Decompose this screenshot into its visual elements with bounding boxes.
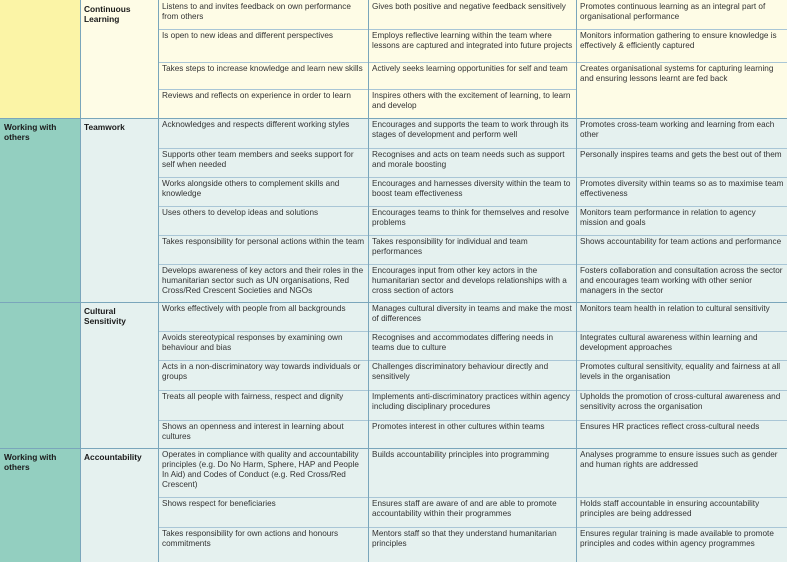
competency-cell: Continuous Learning <box>80 0 158 118</box>
row-divider <box>577 497 787 498</box>
table-cell: Takes steps to increase knowledge and learn new skills <box>158 62 368 89</box>
row-divider <box>159 331 368 332</box>
section-divider <box>0 448 787 449</box>
column-divider <box>368 0 369 562</box>
row-divider <box>577 420 787 421</box>
table-cell: Personally inspires teams and gets the best out of them <box>576 148 787 177</box>
table-cell: Is open to new ideas and different perspectives <box>158 29 368 62</box>
table-cell: Works alongside others to complement skills and knowledge <box>158 177 368 206</box>
table-cell: Shows respect for beneficiaries <box>158 497 368 527</box>
row-divider <box>159 527 368 528</box>
table-cell: Creates organisational systems for capturing learning and ensuring lessons learnt are fed back <box>576 62 787 89</box>
row-divider <box>159 497 368 498</box>
table-cell: Listens to and invites feedback on own performance from others <box>158 0 368 29</box>
row-divider <box>577 206 787 207</box>
table-cell: Encourages input from other key actors in the humanitarian sector and develops relationships with a cross section of actors <box>368 264 576 302</box>
table-cell: Monitors team health in relation to cultural sensitivity <box>576 302 787 331</box>
row-divider <box>369 420 576 421</box>
row-divider <box>577 390 787 391</box>
table-cell: Gives both positive and negative feedback sensitively <box>368 0 576 29</box>
table-cell: Treats all people with fairness, respect and dignity <box>158 390 368 420</box>
table-cell: Shows an openness and interest in learning about cultures <box>158 420 368 448</box>
table-cell: Manages cultural diversity in teams and make the most of differences <box>368 302 576 331</box>
table-cell: Encourages and harnesses diversity within the team to boost team effectiveness <box>368 177 576 206</box>
row-divider <box>369 360 576 361</box>
table-cell: Upholds the promotion of cross-cultural awareness and sensitivity across the organisation <box>576 390 787 420</box>
row-divider <box>369 206 576 207</box>
competency-cell: Teamwork <box>80 118 158 302</box>
row-divider <box>159 235 368 236</box>
table-cell: Challenges discriminatory behaviour directly and sensitively <box>368 360 576 390</box>
row-divider <box>369 527 576 528</box>
category-cell <box>0 302 80 448</box>
table-cell: Encourages and supports the team to work through its stages of development and perform well <box>368 118 576 148</box>
table-cell: Promotes diversity within teams so as to maximise team effectiveness <box>576 177 787 206</box>
row-divider <box>369 390 576 391</box>
table-cell: Takes responsibility for personal actions within the team <box>158 235 368 264</box>
table-cell: Works effectively with people from all backgrounds <box>158 302 368 331</box>
table-cell: Reviews and reflects on experience in order to learn <box>158 89 368 118</box>
table-cell: Builds accountability principles into programming <box>368 448 576 497</box>
table-cell: Encourages teams to think for themselves and resolve problems <box>368 206 576 235</box>
table-cell <box>576 89 787 118</box>
row-divider <box>159 148 368 149</box>
column-divider <box>158 0 159 562</box>
row-divider <box>159 420 368 421</box>
table-cell: Ensures staff are aware of and are able to promote accountability within their programmes <box>368 497 576 527</box>
row-divider <box>369 29 576 30</box>
section-divider <box>0 302 787 303</box>
category-cell: Working with others <box>0 448 80 562</box>
column-divider <box>80 0 81 562</box>
table-cell: Recognises and acts on team needs such as support and morale boosting <box>368 148 576 177</box>
row-divider <box>369 148 576 149</box>
table-cell: Avoids stereotypical responses by examining own behaviour and bias <box>158 331 368 360</box>
table-cell: Recognises and accommodates differing needs in teams due to culture <box>368 331 576 360</box>
row-divider <box>369 177 576 178</box>
row-divider <box>577 527 787 528</box>
row-divider <box>159 177 368 178</box>
table-cell: Shows accountability for team actions and performance <box>576 235 787 264</box>
row-divider <box>577 264 787 265</box>
table-cell: Analyses programme to ensure issues such as gender and human rights are addressed <box>576 448 787 497</box>
column-divider <box>576 0 577 562</box>
row-divider <box>159 360 368 361</box>
row-divider <box>369 331 576 332</box>
table-cell: Develops awareness of key actors and their roles in the humanitarian sector such as UN organisations, Red Cross/Red Crescent Societies and NGOs <box>158 264 368 302</box>
row-divider <box>577 235 787 236</box>
row-divider <box>577 360 787 361</box>
row-divider <box>577 29 787 30</box>
table-cell: Takes responsibility for individual and team performances <box>368 235 576 264</box>
table-cell: Supports other team members and seeks support for self when needed <box>158 148 368 177</box>
table-cell: Mentors staff so that they understand humanitarian principles <box>368 527 576 562</box>
row-divider <box>577 62 787 63</box>
table-cell: Acts in a non-discriminatory way towards individuals or groups <box>158 360 368 390</box>
row-divider <box>577 331 787 332</box>
table-cell: Integrates cultural awareness within learning and development approaches <box>576 331 787 360</box>
row-divider <box>159 62 368 63</box>
competency-cell: Cultural Sensitivity <box>80 302 158 448</box>
table-cell: Promotes interest in other cultures within teams <box>368 420 576 448</box>
category-cell: Working with others <box>0 118 80 302</box>
competency-cell: Accountability <box>80 448 158 562</box>
table-cell: Employs reflective learning within the team where lessons are captured and integrated into future projects <box>368 29 576 62</box>
row-divider <box>369 235 576 236</box>
table-cell: Implements anti-discriminatory practices within agency including disciplinary procedures <box>368 390 576 420</box>
row-divider <box>577 177 787 178</box>
row-divider <box>577 148 787 149</box>
table-cell: Fosters collaboration and consultation across the sector and encourages team working with other senior managers in the sector <box>576 264 787 302</box>
table-cell: Inspires others with the excitement of learning, to learn and develop <box>368 89 576 118</box>
row-divider <box>159 206 368 207</box>
table-cell: Acknowledges and respects different working styles <box>158 118 368 148</box>
category-cell <box>0 0 80 118</box>
row-divider <box>369 264 576 265</box>
table-cell: Operates in compliance with quality and accountability principles (e.g. Do No Harm, Sphere, HAP and People In Aid) and Codes of Conduct (e.g. Red Cross/Red Crescent) <box>158 448 368 497</box>
row-divider <box>369 497 576 498</box>
row-divider <box>159 390 368 391</box>
row-divider <box>159 264 368 265</box>
table-cell: Promotes cross-team working and learning from each other <box>576 118 787 148</box>
table-cell: Promotes cultural sensitivity, equality and fairness at all levels in the organisation <box>576 360 787 390</box>
row-divider <box>369 89 576 90</box>
table-cell: Holds staff accountable in ensuring accountability principles are being addressed <box>576 497 787 527</box>
table-cell: Uses others to develop ideas and solutions <box>158 206 368 235</box>
table-cell: Ensures regular training is made available to promote principles and codes within agency programmes <box>576 527 787 562</box>
row-divider <box>369 62 576 63</box>
table-cell: Actively seeks learning opportunities for self and team <box>368 62 576 89</box>
row-divider <box>159 89 368 90</box>
row-divider <box>159 29 368 30</box>
table-cell: Promotes continuous learning as an integral part of organisational performance <box>576 0 787 29</box>
table-cell: Takes responsibility for own actions and honours commitments <box>158 527 368 562</box>
section-divider <box>0 118 787 119</box>
table-cell: Monitors team performance in relation to agency mission and goals <box>576 206 787 235</box>
table-cell: Monitors information gathering to ensure knowledge is effectively & efficiently captured <box>576 29 787 62</box>
table-cell: Ensures HR practices reflect cross-cultural needs <box>576 420 787 448</box>
